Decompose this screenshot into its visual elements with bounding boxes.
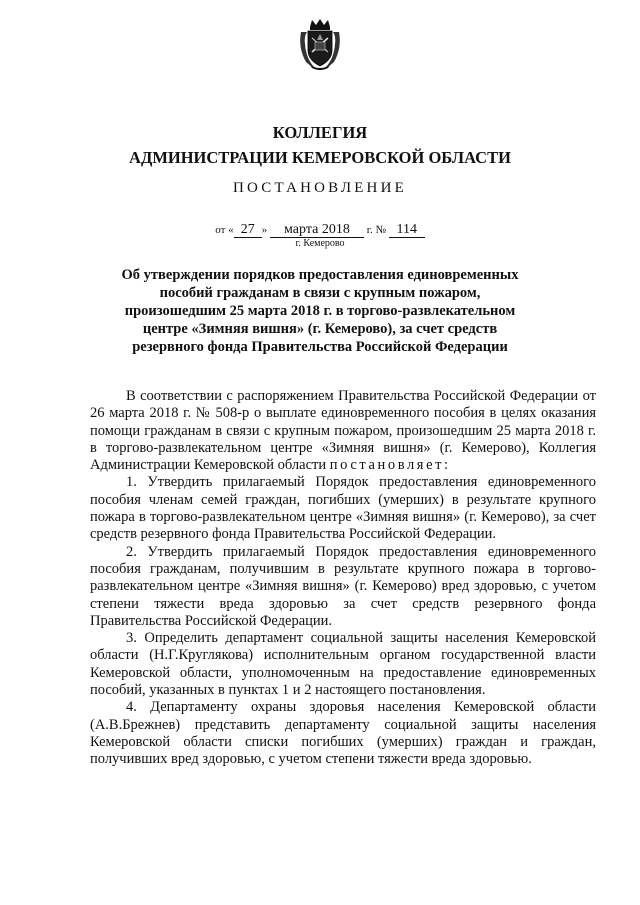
authority-line-2: АДМИНИСТРАЦИИ КЕМЕРОВСКОЙ ОБЛАСТИ	[129, 148, 511, 167]
city: г. Кемерово	[295, 238, 345, 249]
item-paragraph: 1. Утвердить прилагаемый Порядок предоставления единовременного пособия членам семей граждан, погибших (умерших) в результате крупного пожара в торгово-развлекательном центре «Зимняя вишня» (г. Кемерово), за счет средств резервного фонда Правительства Российской Федерации.	[90, 474, 596, 543]
date-prefix: от «	[215, 224, 234, 236]
preamble-paragraph	[90, 388, 596, 474]
document-type: ПОСТАНОВЛЕНИЕ	[233, 180, 407, 196]
document-body	[90, 388, 596, 769]
item-paragraph: 2. Утвердить прилагаемый Порядок предоставления единовременного пособия гражданам, получившим в результате крупного пожара в торгово-развлекательном центре «Зимняя вишня» (г. Кемерово) вред здоровью, с учетом степени тяжести вреда здоровью за счет средств резервного фонда Правительства Российской Федерации.	[90, 543, 596, 629]
title-line: произошедшим 25 марта 2018 г. в торгово-развлекательном	[124, 303, 516, 319]
item-paragraph: 4. Департаменту охраны здоровья населения Кемеровской области (А.В.Брежнев) представить департаменту социальной защиты населения Кемеровской области списки погибших (умерших) граждан и граждан, получивших вред здоровью, с учетом степени тяжести вреда здоровью.	[90, 699, 596, 768]
preamble-text: В соответствии с распоряжением Правительства Российской Федерации от 26 марта 2018 г. № 508-р о выплате единовременного пособия в целях оказания помощи гражданам в связи с крупным пожаром, произошедшим 25 марта 2018 г. в торгово-развлекательном центре «Зимняя вишня» (г. Кемерово), Коллегия Администрации Кемеровской области	[90, 388, 596, 474]
title-line: резервного фонда Правительства Российской Федерации	[132, 339, 508, 355]
item-paragraph: 3. Определить департамент социальной защиты населения Кемеровской области (Н.Г.Круглякова) исполнительным органом государственной власти Кемеровской области, уполномоченным на предоставление единовременных пособий, указанных в пунктах 1 и 2 настоящего постановления.	[90, 630, 596, 699]
date-day: 27	[234, 223, 262, 238]
title-line: пособий гражданам в связи с крупным пожаром,	[159, 285, 481, 301]
date-mid: »	[261, 224, 268, 236]
coat-of-arms-icon	[298, 18, 342, 70]
title-line: Об утверждении порядков предоставления единовременных	[121, 267, 519, 283]
document-title	[110, 266, 530, 356]
resolves-word: постановляет:	[329, 457, 451, 474]
date-line	[0, 223, 640, 238]
number-sign: №	[375, 224, 386, 236]
document-number: 114	[389, 223, 425, 238]
date-month-year: марта 2018	[270, 223, 364, 238]
title-line: центре «Зимняя вишня» (г. Кемерово), за счет средств	[142, 321, 498, 337]
authority-line-1: КОЛЛЕГИЯ	[272, 123, 368, 142]
year-suffix: г.	[366, 224, 373, 236]
